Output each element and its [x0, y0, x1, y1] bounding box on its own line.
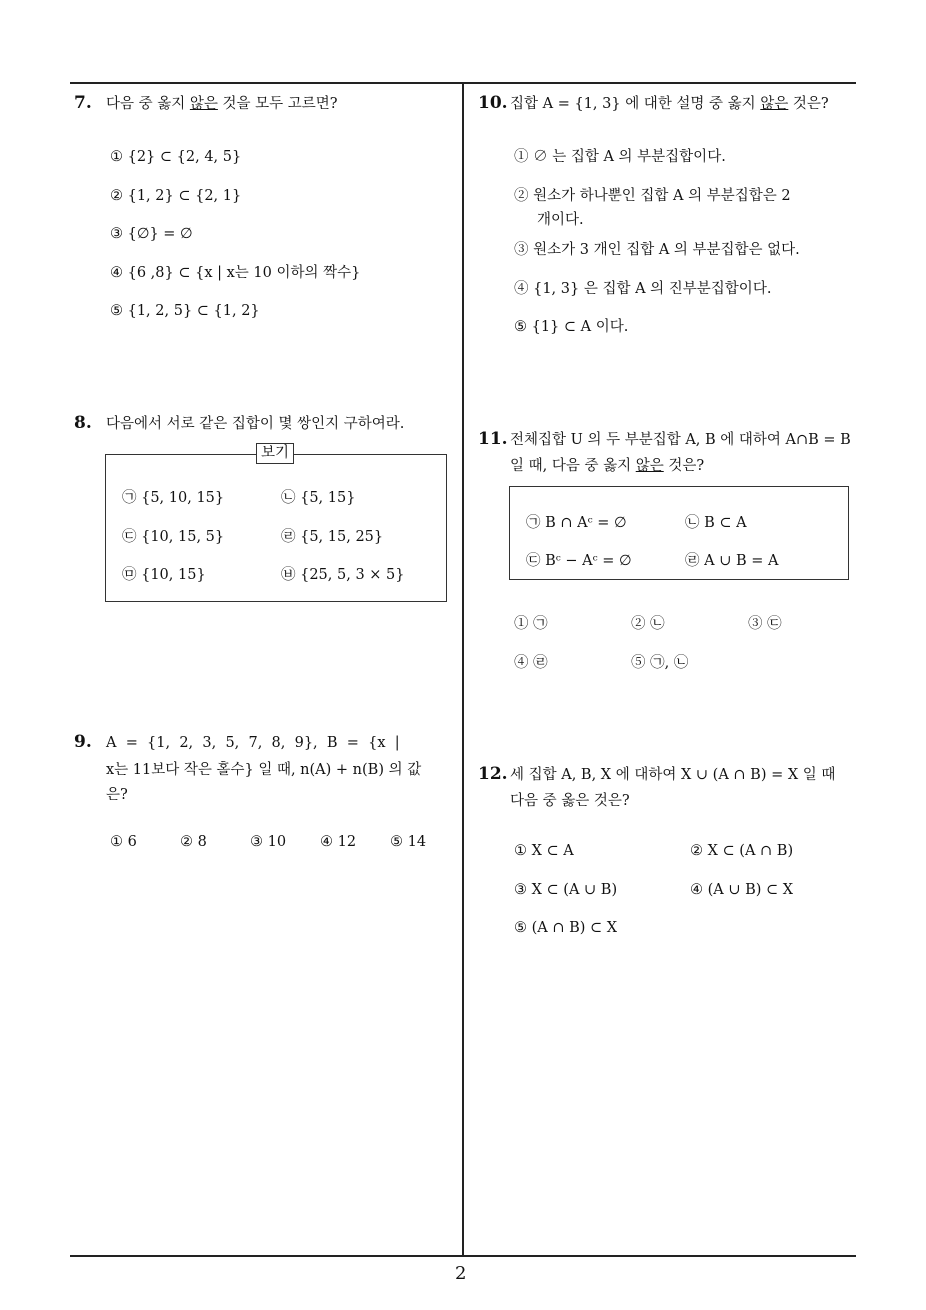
q11-choice-4[interactable]: ④ ㉣ — [514, 655, 548, 671]
q10-choice-4[interactable]: ④ {1, 3} 은 집합 A 의 진부분집합이다. — [514, 281, 772, 297]
q10-stem-underline: 않은 — [760, 96, 789, 112]
q7-choice-5[interactable]: ⑤ {1, 2, 5} ⊂ {1, 2} — [110, 303, 260, 319]
q12-choice-3[interactable]: ③ X ⊂ (A ∪ B) — [514, 882, 618, 898]
q7-choice-3[interactable]: ③ {∅} = ∅ — [110, 226, 193, 242]
q8-box-label: 보기 — [256, 443, 294, 464]
q12-line-2: 다음 중 옳은 것은? — [510, 793, 630, 809]
q8-item-d: ㉣ {5, 15, 25} — [281, 529, 384, 545]
question-7-number: 7. — [74, 93, 92, 113]
q8-item-c: ㉢ {10, 15, 5} — [122, 529, 225, 545]
q11-choice-1[interactable]: ① ㉠ — [514, 616, 548, 632]
q9-choice-4[interactable]: ④ 12 — [320, 834, 357, 850]
q9-line-3: 은? — [106, 787, 128, 803]
q10-choice-2[interactable]: ② 원소가 하나뿐인 집합 A 의 부분집합은 2 — [514, 188, 791, 204]
page-number: 2 — [455, 1263, 467, 1284]
question-11-number: 11. — [478, 429, 508, 449]
q10-choice-5[interactable]: ⑤ {1} ⊂ A 이다. — [514, 319, 629, 335]
q7-choice-2[interactable]: ② {1, 2} ⊂ {2, 1} — [110, 188, 242, 204]
q11-line-2-pre: 일 때, 다음 중 옳지 — [510, 458, 636, 474]
q9-choice-3[interactable]: ③ 10 — [250, 834, 287, 850]
bottom-rule — [70, 1255, 856, 1257]
q8-item-e: ㉤ {10, 15} — [122, 567, 206, 583]
question-9-number: 9. — [74, 732, 92, 752]
question-8-number: 8. — [74, 413, 92, 433]
q12-choice-2[interactable]: ② X ⊂ (A ∩ B) — [690, 843, 794, 859]
q12-line-1: 세 집합 A, B, X 에 대하여 X ∪ (A ∩ B) = X 일 때 — [510, 767, 836, 783]
q12-choice-1[interactable]: ① X ⊂ A — [514, 843, 574, 859]
q10-choice-3[interactable]: ③ 원소가 3 개인 집합 A 의 부분집합은 없다. — [514, 242, 800, 258]
q8-item-a: ㉠ {5, 10, 15} — [122, 490, 225, 506]
question-12-number: 12. — [478, 764, 508, 784]
q9-line-1: A = {1, 2, 3, 5, 7, 8, 9}, B = {x | — [106, 735, 400, 751]
q7-choice-4[interactable]: ④ {6 ,8} ⊂ {x | x는 10 이하의 짝수} — [110, 265, 361, 281]
q11-item-b: ㉡ B ⊂ A — [685, 515, 747, 531]
q10-stem-pre: 집합 A = {1, 3} 에 대한 설명 중 옳지 — [510, 96, 761, 112]
q12-choice-5[interactable]: ⑤ (A ∩ B) ⊂ X — [514, 920, 618, 936]
q9-choice-2[interactable]: ② 8 — [180, 834, 207, 850]
q10-choice-1[interactable]: ① ∅ 는 집합 A 의 부분집합이다. — [514, 149, 726, 165]
q8-item-f: ㉥ {25, 5, 3 × 5} — [281, 567, 405, 583]
q10-choice-2-cont: 개이다. — [537, 212, 584, 228]
q11-line-2-underline: 않은 — [635, 458, 664, 474]
question-10-number: 10. — [478, 93, 508, 113]
q10-stem-post: 것은? — [788, 96, 829, 112]
q12-choice-4[interactable]: ④ (A ∪ B) ⊂ X — [690, 882, 794, 898]
q7-stem-post: 것을 모두 고르면? — [217, 96, 338, 112]
q8-item-b: ㉡ {5, 15} — [281, 490, 356, 506]
q11-line-2-post: 것은? — [663, 458, 705, 474]
q9-choice-1[interactable]: ① 6 — [110, 834, 137, 850]
q11-choice-5[interactable]: ⑤ ㉠, ㉡ — [631, 655, 689, 671]
q9-line-2: x는 11보다 작은 홀수} 일 때, n(A) + n(B) 의 값 — [106, 762, 422, 778]
question-10-stem — [510, 95, 829, 113]
q7-choice-1[interactable]: ① {2} ⊂ {2, 4, 5} — [110, 149, 242, 165]
q11-item-a: ㉠ B ∩ Aᶜ = ∅ — [526, 515, 627, 531]
question-7-stem — [106, 95, 338, 113]
question-8-stem: 다음에서 서로 같은 집합이 몇 쌍인지 구하여라. — [106, 416, 405, 432]
q11-line-2 — [510, 457, 704, 475]
q11-item-d: ㉣ A ∪ B = A — [685, 553, 779, 569]
q11-line-1: 전체집합 U 의 두 부분집합 A, B 에 대하여 A∩B = B — [510, 432, 851, 448]
q7-stem-pre: 다음 중 옳지 — [106, 96, 190, 112]
q7-stem-underline: 않은 — [189, 96, 218, 112]
column-divider — [462, 82, 464, 1256]
q11-item-c: ㉢ Bᶜ − Aᶜ = ∅ — [526, 553, 632, 569]
q11-choice-3[interactable]: ③ ㉢ — [748, 616, 782, 632]
q9-choice-5[interactable]: ⑤ 14 — [390, 834, 427, 850]
q11-choice-2[interactable]: ② ㉡ — [631, 616, 665, 632]
